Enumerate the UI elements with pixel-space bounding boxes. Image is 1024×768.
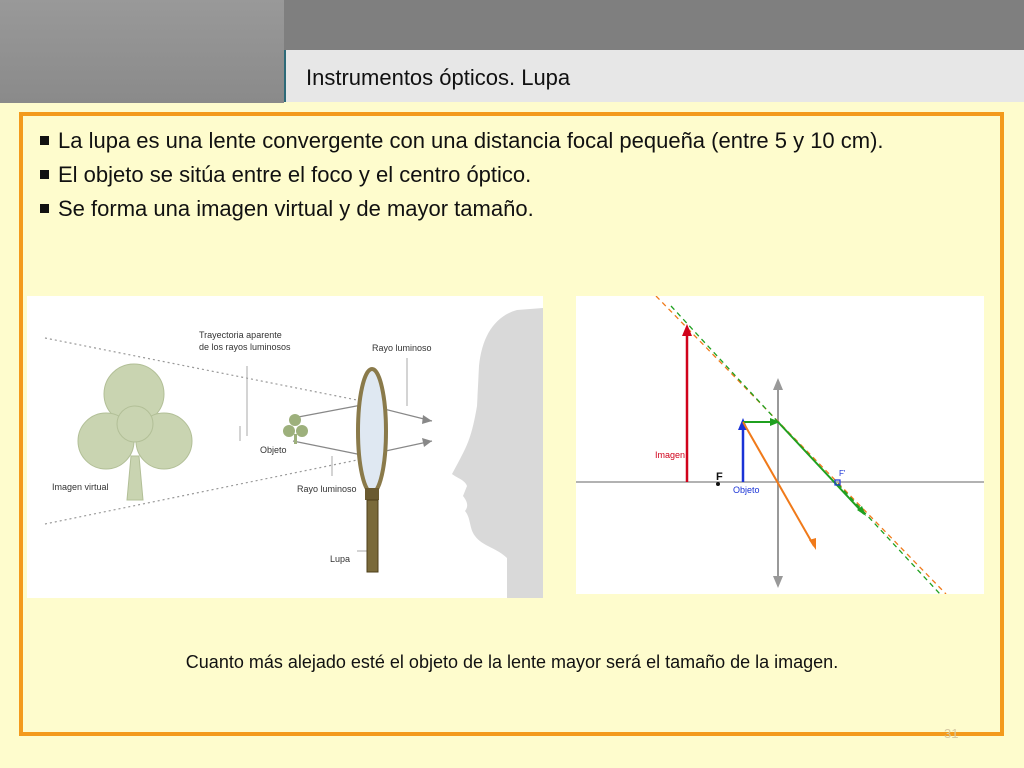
- green-ray-refracted: [778, 422, 864, 514]
- bullet-item: Se forma una imagen virtual y de mayor tamaño.: [40, 192, 990, 226]
- label-trajectory-1: Trayectoria aparente: [199, 330, 282, 340]
- slide-title: Instrumentos ópticos. Lupa: [306, 65, 571, 90]
- header-decor-left: [0, 0, 284, 103]
- orange-extension: [656, 296, 946, 594]
- label-object: Objeto: [260, 445, 287, 455]
- label-focus: F: [716, 471, 723, 483]
- header-decor-band: [284, 0, 1024, 50]
- object-clover: [283, 414, 308, 444]
- lens: [358, 369, 386, 493]
- magnifier-diagram: [27, 296, 543, 598]
- magnifier-illustration: [27, 296, 543, 598]
- head-silhouette: [452, 308, 543, 598]
- green-extension-2: [838, 484, 940, 594]
- ray-diagram-svg: [576, 296, 984, 594]
- label-image: Imagen: [655, 450, 686, 460]
- bullet-list: [40, 124, 990, 226]
- title-bar: [284, 50, 1024, 102]
- label-focus-prime: F': [839, 469, 846, 478]
- label-trajectory-2: de los rayos luminosos: [199, 342, 291, 352]
- virtual-image-clover: [78, 364, 192, 500]
- caption: Cuanto más alejado esté el objeto de la lente mayor será el tamaño de la imagen.: [185, 652, 839, 672]
- bullet-item: La lupa es una lente convergente con una distancia focal pequeña (entre 5 y 10 cm).: [40, 124, 990, 158]
- lens-handle: [367, 500, 378, 572]
- label-magnifier: Lupa: [330, 554, 351, 564]
- ray-diagram: [576, 296, 984, 594]
- lens-handle-top: [365, 488, 379, 500]
- label-object: Objeto: [733, 485, 760, 495]
- label-ray-bottom: Rayo luminoso: [297, 484, 357, 494]
- bullet-item: El objeto se sitúa entre el foco y el centro óptico.: [40, 158, 990, 192]
- label-virtual-image: Imagen virtual: [52, 482, 109, 492]
- page-number: 31: [944, 726, 959, 741]
- label-ray-top: Rayo luminoso: [372, 343, 432, 353]
